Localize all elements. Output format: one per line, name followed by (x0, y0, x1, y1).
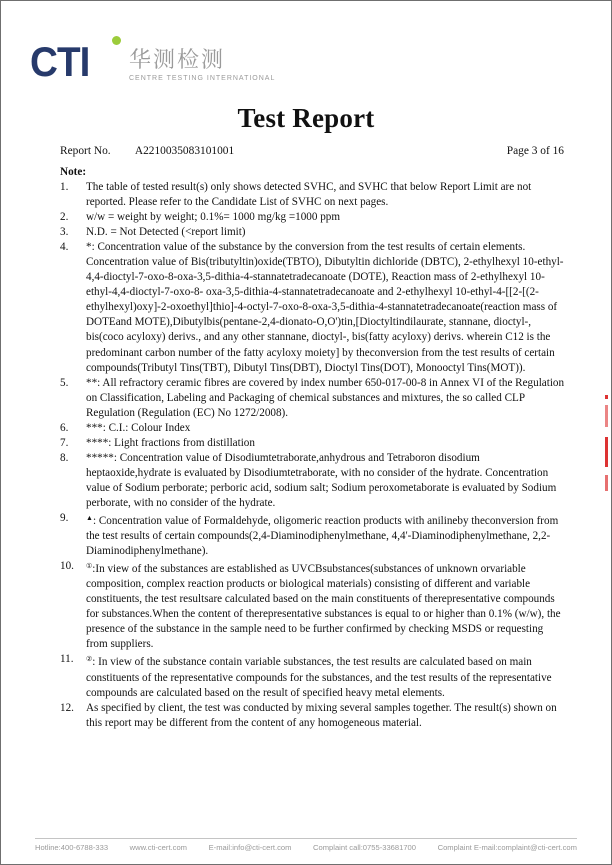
note-item (60, 225, 565, 240)
note-text: ***: C.I.: Colour Index (86, 421, 191, 434)
cti-logo (30, 36, 276, 85)
footer-email[interactable]: E-mail:info@cti-cert.com (208, 843, 292, 852)
logo-brand: CTI (30, 38, 90, 85)
note-heading: Note: (60, 166, 87, 178)
page-indicator: Page 3 of 16 (506, 145, 564, 157)
note-number: 1. (60, 181, 69, 193)
note-item (60, 180, 565, 210)
note-number: 7. (60, 436, 69, 449)
triangle-marker-icon: ▲ (86, 514, 93, 523)
note-number: 6. (60, 421, 69, 434)
report-number-label: Report No. (60, 145, 111, 157)
report-number: A2210035083101001 (134, 145, 235, 157)
note-item (60, 240, 565, 375)
logo-dot-icon (112, 36, 121, 45)
note-text: w/w = weight by weight; 0.1%= 1000 mg/kg =1000 ppm (86, 211, 341, 224)
circled-two-marker-icon: ② (86, 655, 93, 664)
note-item (60, 210, 565, 225)
logo-chinese-name: 华测检测 (129, 48, 226, 73)
page-title: Test Report (237, 103, 375, 133)
note-item (60, 652, 565, 700)
note-number: 3. (60, 226, 69, 239)
note-item (60, 376, 565, 421)
note-text: *: Concentration value of the substance by the conversion from the test results of certain elements. Concentration value of Bis(tributyltin)oxide(TBTO), Dibutyltin dichloride (DBTC), 2-ethylhexyl 10-ethyl-4,4-dioctyl-7-oxo-8-oxa-3,5-dithia-4-stannatetradecanoate (DOTE), Reaction mass of 2-ethylhexyl 10-ethyl-4,4-dioctyl-7-oxo-8- oxa-3,5-dithia-4-stannatetradecanoate and 2-ethylhexyl 10-ethyl-4-[[2-[(2-ethylhexyl)oxy]-2-oxoethyl]thio]-4-octyl-7-oxo-8-oxa-3,5-dithia-4-stannatetradecanoate(reaction mass of DOTEand MOTE),Dibutylbis(pentane-2,4-dionato-O,O')tin,[Dioctyltindilaurate, stannane, dioctyl-, bis(coco acyloxy) derivs., and any other stannane, dioctyl-, bis(fatty acyloxy) derivs. wherein C12 is the predominant carbon number of the fatty acyloxy moiety] by theconversion from the test results of certain compounds(Tributyl Tins(TBT), Dibutyl Tins(DBT), Dioctyl Tins(DOT), Monooctyl Tins(MOT)). (86, 241, 564, 374)
note-text: :In view of the substances are established as UVCBsubstances(substances of unknown orvariable composition, complex reaction products or biological materials) consisting of different and variable constituents, the test resultsare calculated based on the main constituents of therepresentative compounds for substances.When the content of therepresentative substances is equal to or higher than 0.1% (w/w), the presence of the substance in the sample need to be further confirmed by checking MSDS or requesting from suppliers. (86, 563, 561, 651)
note-item (60, 451, 565, 511)
note-text: As specified by client, the test was conducted by mixing several samples together. The result(s) shown on this report may be different from the content of any homogeneous material. (86, 701, 557, 729)
note-text: : Concentration value of Formaldehyde, oligomeric reaction products with anilineby theconversion from the test results of certain compounds(2,4-Diaminodiphenylmethane, 4,4'-Diaminodiphenylmethane, 2,2-Diaminodiphenylmethane). (86, 515, 559, 558)
note-number: 12. (60, 701, 74, 714)
note-item (60, 436, 565, 451)
note-text: **: All refractory ceramic fibres are covered by index number 650-017-00-8 in Annex VI of the Regulation on Classification, Labeling and Packaging of chemical substances and mixtures, the so called CLP Regulation (Regulation (EC) No 1272/2008). (86, 376, 565, 419)
note-number: 9. (60, 512, 69, 525)
note-number: 5. (60, 376, 69, 389)
footer-website[interactable]: www.cti-cert.com (129, 843, 188, 852)
note-number: 10. (60, 560, 74, 573)
note-number: 8. (60, 451, 69, 464)
footer (35, 843, 577, 852)
note-text: : In view of the substance contain variable substances, the test results are calculated based on main constituents of the representative compounds for the substances, and the test results of the representative compounds are calculated based on the result of specified heavy metal elements. (86, 656, 552, 699)
note-number: 4. (60, 241, 69, 254)
footer-complaint-call: Complaint call:0755-33681700 (313, 843, 417, 852)
note-item (60, 421, 565, 436)
note-text: The table of tested result(s) only shows detected SVHC, and SVHC that below Report Limit are not reported. Please refer to the Candidate List of SVHC on next pages. (86, 181, 532, 209)
report-number-group (60, 145, 234, 157)
footer-complaint-email[interactable]: Complaint E-mail:complaint@cti-cert.com (437, 843, 577, 852)
note-text: ****: Light fractions from distillation (86, 436, 255, 449)
note-number: 2. (60, 211, 69, 224)
logo-english-name: CENTRE TESTING INTERNATIONAL (129, 75, 276, 82)
seal-stamp-edge (605, 395, 608, 495)
note-number: 11. (60, 653, 74, 666)
footer-divider (35, 838, 577, 839)
footer-hotline: Hotline:400-6788-333 (35, 843, 109, 852)
note-item (60, 559, 565, 652)
note-text: N.D. = Not Detected (<report limit) (86, 226, 246, 239)
circled-one-marker-icon: ① (86, 562, 93, 571)
report-meta (60, 145, 564, 157)
note-item (60, 511, 565, 559)
note-text: *****: Concentration value of Disodiumtetraborate,anhydrous and Tetraboron disodium heptaoxide,hydrate is evaluated by Disodiumtetraborate, with no consider of the hydrate. Concentration value of Sodium perborate; perboric acid, sodium salt; Sodium peroxometaborate is evaluated by Sodium perborate, with no consider of the hydrate. (86, 451, 557, 509)
notes-list (60, 180, 565, 731)
note-item (60, 701, 565, 731)
